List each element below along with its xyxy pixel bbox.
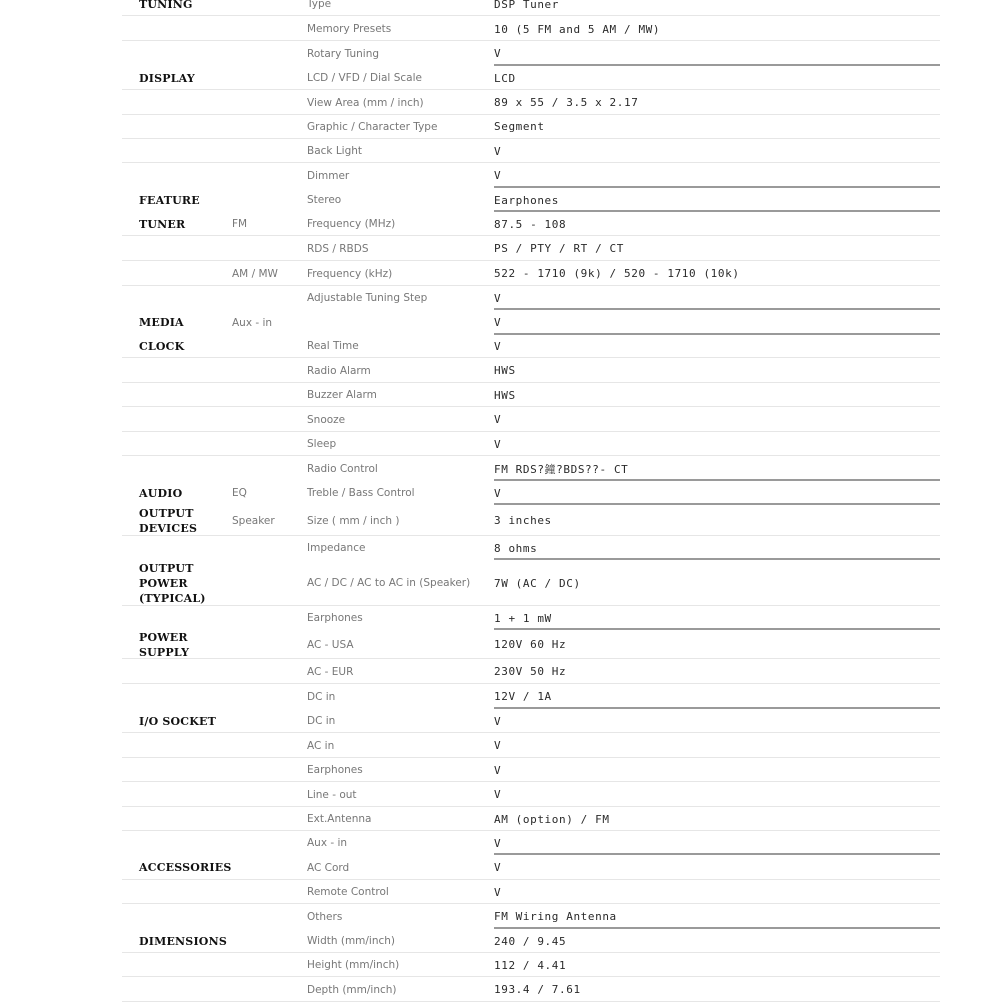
spec-category <box>139 880 231 904</box>
spec-subcategory <box>232 536 302 560</box>
spec-subcategory <box>232 684 302 709</box>
spec-category: OUTPUT DEVICES <box>139 506 198 535</box>
spec-label: Ext.Antenna <box>307 813 372 825</box>
spec-row <box>122 0 940 16</box>
spec-subcategory <box>232 953 302 977</box>
spec-subcategory: Speaker <box>232 514 275 527</box>
spec-subcategory <box>232 286 302 310</box>
spec-subcategory <box>232 17 302 41</box>
spec-label: View Area (mm / inch) <box>307 96 424 109</box>
spec-label: Adjustable Tuning Step <box>307 292 428 304</box>
spec-label: AC - USA <box>307 638 354 651</box>
spec-value: V <box>494 144 502 158</box>
spec-value: V <box>494 339 502 353</box>
spec-subcategory <box>232 977 302 1002</box>
spec-value: AM (option) / FM <box>494 812 610 826</box>
spec-value: 8 ohms <box>494 541 538 555</box>
spec-label: Width (mm/inch) <box>307 935 396 947</box>
spec-row <box>122 481 940 505</box>
spec-value: 3 inches <box>494 514 552 527</box>
spec-label: Aux - in <box>307 837 348 849</box>
spec-row <box>122 90 940 115</box>
spec-label: Frequency (kHz) <box>307 267 393 280</box>
spec-category <box>139 807 231 831</box>
spec-row <box>122 212 940 236</box>
spec-value: 240 / 9.45 <box>494 934 567 948</box>
spec-subcategory <box>232 236 302 261</box>
spec-value: 522 - 1710 (9k) / 520 - 1710 (10k) <box>494 267 740 280</box>
spec-row <box>122 782 940 807</box>
spec-label: DC in <box>307 715 336 727</box>
spec-value: V <box>494 413 502 426</box>
spec-row <box>122 606 940 630</box>
spec-label: AC Cord <box>307 861 350 874</box>
spec-row <box>122 17 940 41</box>
spec-label: AC - EUR <box>307 665 354 678</box>
spec-value: V <box>494 861 502 874</box>
spec-label: Sleep <box>307 438 337 450</box>
spec-row <box>122 536 940 560</box>
spec-label: Earphones <box>307 612 363 624</box>
spec-subcategory <box>232 90 302 115</box>
row-divider <box>122 15 940 16</box>
spec-category: AUDIO <box>139 486 183 500</box>
spec-category: TUNER <box>139 217 186 231</box>
spec-subcategory <box>232 66 302 90</box>
spec-value: V <box>494 169 502 182</box>
spec-row <box>122 310 940 335</box>
spec-subcategory <box>232 163 302 188</box>
spec-category: CLOCK <box>139 339 185 353</box>
spec-label: Depth (mm/inch) <box>307 983 397 996</box>
spec-category <box>139 358 231 383</box>
spec-category <box>139 90 231 115</box>
spec-category <box>139 659 231 684</box>
spec-category <box>139 782 231 807</box>
spec-category <box>139 163 231 188</box>
spec-row <box>122 953 940 977</box>
spec-label: Radio Control <box>307 462 378 475</box>
spec-category <box>139 139 231 163</box>
spec-category <box>139 977 231 1002</box>
spec-subcategory: EQ <box>232 487 247 499</box>
spec-subcategory: Aux - in <box>232 316 273 329</box>
spec-row <box>122 139 940 163</box>
spec-value: Earphones <box>494 193 560 207</box>
spec-category <box>139 953 231 977</box>
spec-row <box>122 929 940 953</box>
spec-category: OUTPUT POWER (TYPICAL) <box>139 561 206 605</box>
spec-subcategory: AM / MW <box>232 267 278 280</box>
spec-label: Rotary Tuning <box>307 47 380 60</box>
spec-value: V <box>494 486 502 500</box>
spec-row <box>122 904 940 929</box>
spec-row <box>122 733 940 758</box>
spec-label: Type <box>307 0 332 10</box>
spec-label: Remote Control <box>307 886 389 898</box>
spec-value: V <box>494 437 502 451</box>
spec-category <box>139 758 231 782</box>
spec-value: 1 + 1 mW <box>494 611 552 625</box>
spec-subcategory <box>232 606 302 630</box>
spec-row <box>122 236 940 261</box>
spec-label: Size ( mm / inch ) <box>307 514 400 527</box>
spec-label: AC / DC / AC to AC in (Speaker) <box>307 577 471 589</box>
spec-category <box>139 733 231 758</box>
spec-value: FM Wiring Antenna <box>494 910 617 923</box>
spec-subcategory <box>232 407 302 432</box>
spec-value: 89 x 55 / 3.5 x 2.17 <box>494 96 639 109</box>
spec-label: Earphones <box>307 764 363 776</box>
spec-value: Segment <box>494 120 545 133</box>
spec-category <box>139 684 231 709</box>
spec-row <box>122 407 940 432</box>
spec-subcategory <box>232 831 302 855</box>
spec-subcategory <box>232 807 302 831</box>
spec-category <box>139 904 231 929</box>
spec-row <box>122 709 940 733</box>
spec-category: ACCESSORIES <box>139 861 232 874</box>
spec-category: DIMENSIONS <box>139 934 227 948</box>
spec-value: V <box>494 714 502 728</box>
spec-category <box>139 456 231 481</box>
spec-subcategory <box>232 358 302 383</box>
spec-subcategory <box>232 432 302 456</box>
spec-label <box>307 310 492 335</box>
spec-label: Real Time <box>307 340 359 352</box>
spec-label: Others <box>307 910 343 923</box>
spec-row <box>122 659 940 684</box>
spec-row <box>122 383 940 407</box>
spec-row <box>122 684 940 709</box>
spec-subcategory <box>232 929 302 953</box>
spec-row <box>122 334 940 358</box>
spec-subcategory <box>232 709 302 733</box>
spec-label: Height (mm/inch) <box>307 959 400 971</box>
spec-label: Stereo <box>307 194 342 206</box>
spec-value: 12V / 1A <box>494 690 552 703</box>
spec-value: 112 / 4.41 <box>494 958 567 972</box>
spec-category <box>139 606 231 630</box>
spec-value: DSP Tuner <box>494 0 560 11</box>
spec-value: V <box>494 291 502 305</box>
spec-row <box>122 358 940 383</box>
spec-row <box>122 831 940 855</box>
spec-row <box>122 807 940 831</box>
spec-label: Dimmer <box>307 169 350 182</box>
spec-label: Frequency (MHz) <box>307 218 396 230</box>
spec-value: V <box>494 885 502 899</box>
spec-category <box>139 536 231 560</box>
spec-row <box>122 188 940 212</box>
spec-category <box>139 383 231 407</box>
spec-value: V <box>494 47 502 60</box>
spec-subcategory <box>232 880 302 904</box>
spec-row <box>122 66 940 90</box>
spec-category <box>139 286 231 310</box>
spec-label: Radio Alarm <box>307 364 371 377</box>
spec-category: I/O SOCKET <box>139 714 216 728</box>
spec-value: HWS <box>494 364 516 377</box>
spec-subcategory <box>232 733 302 758</box>
spec-value: V <box>494 788 502 801</box>
spec-subcategory <box>232 904 302 929</box>
spec-row <box>122 855 940 880</box>
spec-category <box>139 261 231 286</box>
spec-category <box>139 41 231 66</box>
spec-value: V <box>494 739 502 752</box>
spec-value: 193.4 / 7.61 <box>494 983 581 996</box>
spec-label: Buzzer Alarm <box>307 389 377 401</box>
spec-value: PS / PTY / RT / CT <box>494 242 625 255</box>
spec-category: POWER SUPPLY <box>139 630 190 659</box>
spec-value: HWS <box>494 388 516 402</box>
spec-row <box>122 880 940 904</box>
spec-category: TUNING <box>139 0 193 11</box>
spec-row <box>122 41 940 66</box>
spec-row <box>122 977 940 1002</box>
spec-value: V <box>494 763 502 777</box>
spec-row <box>122 114 940 139</box>
spec-subcategory <box>232 383 302 407</box>
spec-row <box>122 286 940 310</box>
spec-row <box>122 261 940 286</box>
spec-row <box>122 560 940 606</box>
spec-value: 120V 60 Hz <box>494 638 567 651</box>
spec-subcategory <box>232 188 302 212</box>
spec-subcategory <box>232 114 302 139</box>
spec-category <box>139 407 231 432</box>
spec-value: LCD <box>494 71 516 85</box>
spec-row <box>122 505 940 536</box>
spec-category <box>139 17 231 41</box>
spec-subcategory <box>232 41 302 66</box>
spec-subcategory <box>232 630 302 659</box>
spec-row <box>122 432 940 456</box>
spec-label: LCD / VFD / Dial Scale <box>307 72 422 84</box>
spec-label: DC in <box>307 690 336 703</box>
spec-subcategory <box>232 334 302 358</box>
spec-subcategory <box>232 758 302 782</box>
spec-row <box>122 163 940 188</box>
spec-label: Graphic / Character Type <box>307 120 438 133</box>
spec-value: V <box>494 836 502 850</box>
spec-category <box>139 236 231 261</box>
spec-category: MEDIA <box>139 316 184 329</box>
spec-label: AC in <box>307 739 335 752</box>
spec-value: V <box>494 316 502 329</box>
spec-subcategory <box>232 560 302 606</box>
spec-subcategory <box>232 782 302 807</box>
spec-label: RDS / RBDS <box>307 242 369 255</box>
spec-category <box>139 114 231 139</box>
spec-subcategory: FM <box>232 218 248 230</box>
spec-value: 7W (AC / DC) <box>494 576 581 590</box>
spec-label: Line - out <box>307 788 357 801</box>
spec-subcategory <box>232 659 302 684</box>
spec-value: 87.5 - 108 <box>494 217 567 231</box>
spec-category <box>139 831 231 855</box>
spec-subcategory <box>232 139 302 163</box>
spec-value: 230V 50 Hz <box>494 665 567 678</box>
spec-subcategory <box>232 456 302 481</box>
spec-label: Back Light <box>307 145 363 157</box>
spec-label: Memory Presets <box>307 23 392 35</box>
spec-subcategory <box>232 855 302 880</box>
spec-label: Snooze <box>307 413 346 426</box>
spec-value: FM RDS?鐘?BDS??- CT <box>494 462 629 476</box>
spec-value: 10 (5 FM and 5 AM / MW) <box>494 22 661 36</box>
spec-label: Treble / Bass Control <box>307 487 415 499</box>
spec-row <box>122 758 940 782</box>
spec-category <box>139 432 231 456</box>
spec-row <box>122 456 940 481</box>
spec-category: DISPLAY <box>139 71 195 85</box>
spec-category: FEATURE <box>139 193 200 207</box>
spec-label: Impedance <box>307 542 366 554</box>
spec-subcategory <box>232 0 302 16</box>
spec-row <box>122 630 940 659</box>
